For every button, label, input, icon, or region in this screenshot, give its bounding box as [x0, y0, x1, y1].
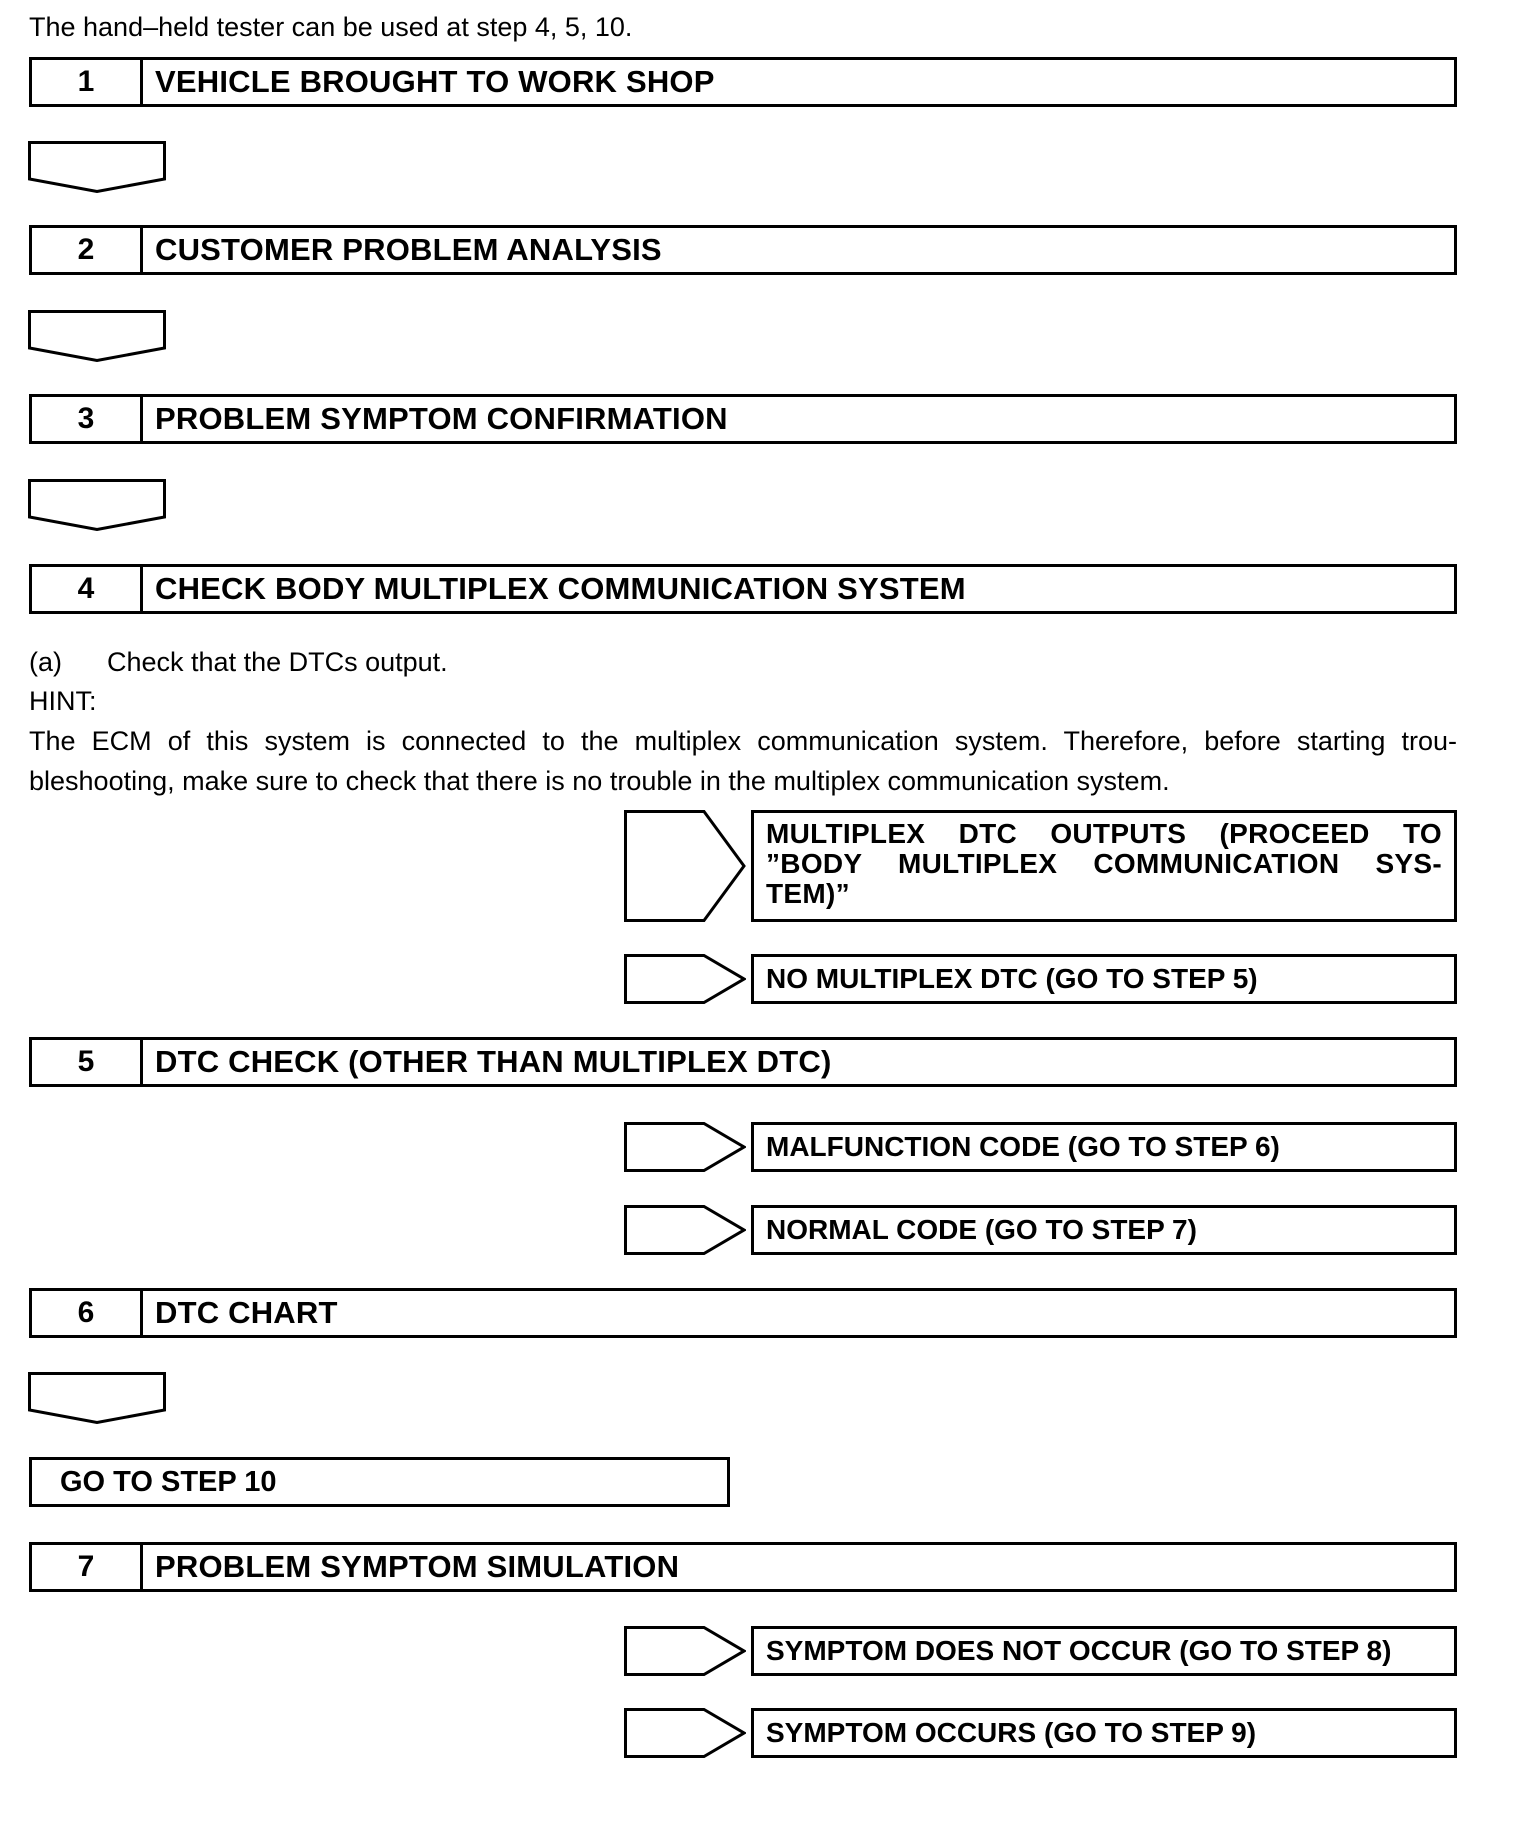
hint-label: HINT: [29, 686, 97, 716]
outcome-symptom-occurs: SYMPTOM OCCURS (GO TO STEP 9) [751, 1708, 1457, 1758]
step-title: PROBLEM SYMPTOM CONFIRMATION [155, 401, 728, 436]
down-arrow-icon [28, 310, 166, 362]
down-arrow-icon [28, 479, 166, 531]
step-5-header [29, 1037, 1457, 1087]
goto-step-10-box: GO TO STEP 10 [29, 1457, 730, 1507]
right-arrow-icon [624, 1708, 746, 1758]
right-arrow-icon [624, 1122, 746, 1172]
outcome-symptom-does-not-occur: SYMPTOM DOES NOT OCCUR (GO TO STEP 8) [751, 1626, 1457, 1676]
step-number: 4 [32, 567, 143, 611]
step-title: CHECK BODY MULTIPLEX COMMUNICATION SYSTEM [155, 571, 966, 606]
outcome-no-multiplex-dtc: NO MULTIPLEX DTC (GO TO STEP 5) [751, 954, 1457, 1004]
outcome-multiplex-dtc-outputs: MULTIPLEX DTC OUTPUTS (PROCEED TO ”BODY MULTIPLEX COMMUNICATION SYS-TEM)” [751, 810, 1457, 922]
down-arrow-icon [28, 1372, 166, 1424]
outcome-normal-code: NORMAL CODE (GO TO STEP 7) [751, 1205, 1457, 1255]
step-title: DTC CHECK (OTHER THAN MULTIPLEX DTC) [155, 1044, 832, 1079]
step-number: 6 [32, 1291, 143, 1335]
down-arrow-icon [28, 141, 166, 193]
intro-text: The hand–held tester can be used at step 4, 5, 10. [29, 12, 633, 42]
right-arrow-icon [624, 1205, 746, 1255]
step-title: CUSTOMER PROBLEM ANALYSIS [155, 232, 662, 267]
step-3-header [29, 394, 1457, 444]
outcome-malfunction-code: MALFUNCTION CODE (GO TO STEP 6) [751, 1122, 1457, 1172]
step-2-header [29, 225, 1457, 275]
step-number: 3 [32, 397, 143, 441]
hint-text: The ECM of this system is connected to the multiplex communication system. Therefore, before starting trou-bleshooting, make sure to check that there is no trouble in the multiplex communication system. [29, 726, 1457, 796]
step-title: VEHICLE BROUGHT TO WORK SHOP [155, 64, 715, 99]
substep-text: Check that the DTCs output. [107, 647, 448, 677]
step-number: 1 [32, 60, 143, 104]
right-arrow-icon [624, 810, 746, 922]
right-arrow-icon [624, 1626, 746, 1676]
substep-label: (a) [29, 647, 62, 677]
step-number: 7 [32, 1545, 143, 1589]
step-number: 2 [32, 228, 143, 272]
step-number: 5 [32, 1040, 143, 1084]
step-7-header [29, 1542, 1457, 1592]
step-4-substep [29, 645, 448, 679]
step-title: PROBLEM SYMPTOM SIMULATION [155, 1549, 680, 1584]
step-1-header [29, 57, 1457, 107]
right-arrow-icon [624, 954, 746, 1004]
step-4-header [29, 564, 1457, 614]
step-title: DTC CHART [155, 1295, 338, 1330]
step-6-header [29, 1288, 1457, 1338]
